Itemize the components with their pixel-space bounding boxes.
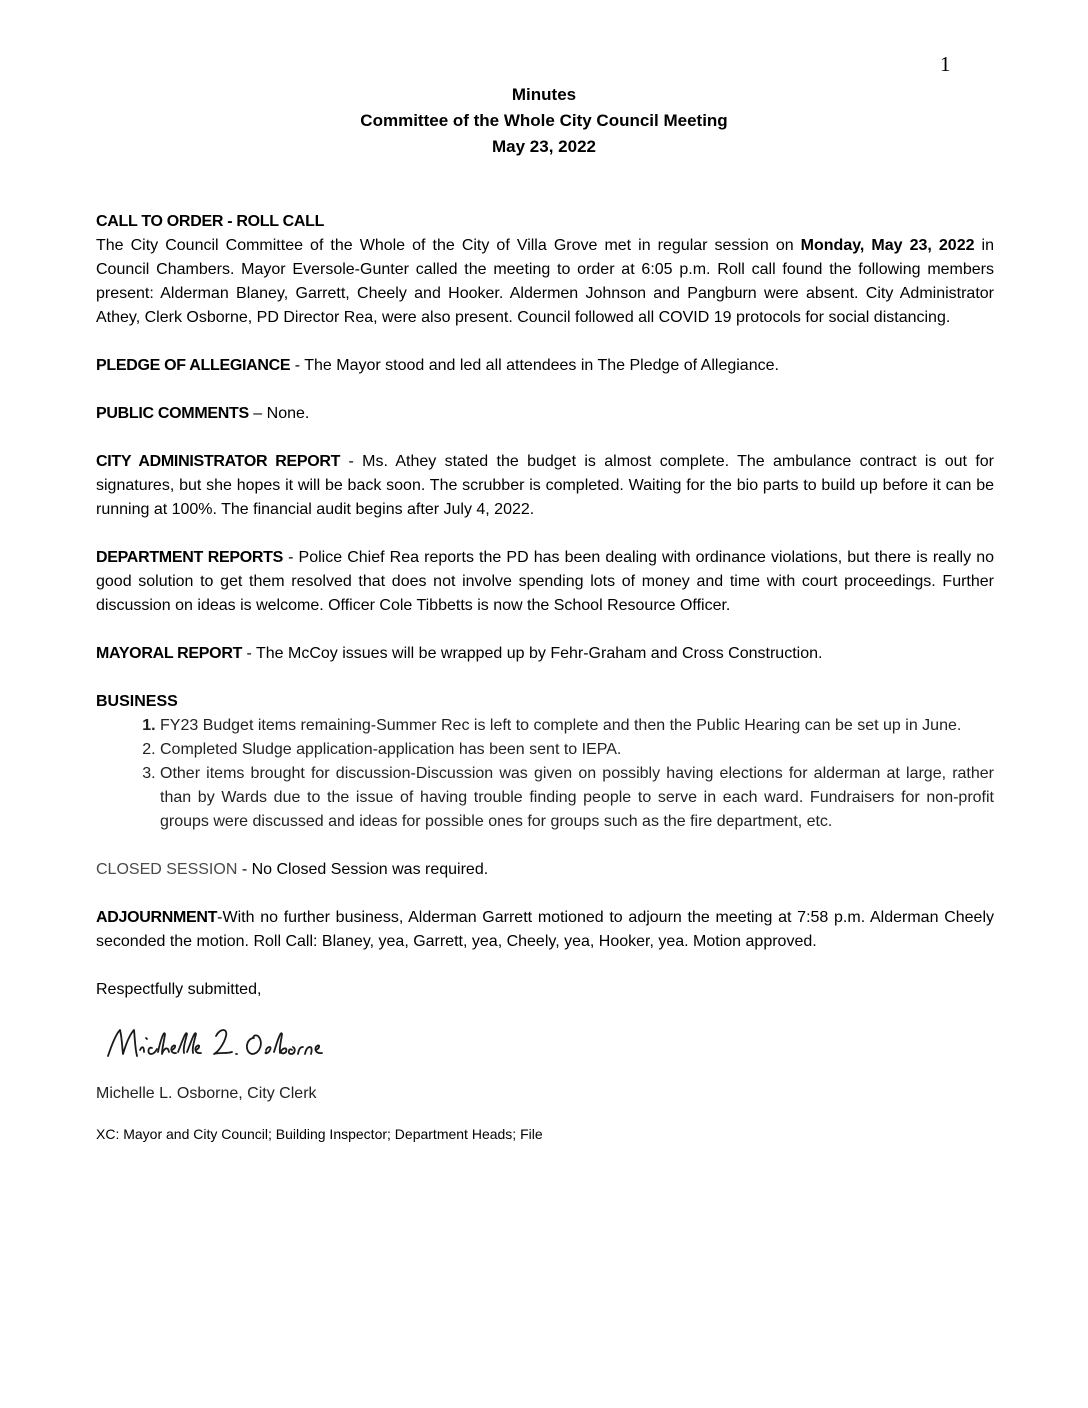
salutation: Respectfully submitted, xyxy=(96,981,262,998)
mayoral-report-section xyxy=(96,642,994,666)
carbon-copy-line: XC: Mayor and City Council; Building Inspector; Department Heads; File xyxy=(96,1126,543,1142)
call-to-order-heading: CALL TO ORDER - ROLL CALL xyxy=(96,213,325,230)
admin-report-text: - Ms. Athey stated the budget is almost complete. The ambulance contract is out for signatures, but she hopes it will be back soon. The scrubber is completed. Waiting for the bio parts to build up before it can be running at 100%. The financial audit begins after July 4, 2022. xyxy=(96,453,994,518)
adjournment-text: -With no further business, Alderman Garrett motioned to adjourn the meeting at 7:58 p.m. Alderman Cheely seconded the motion. Roll Call: Blaney, yea, Garrett, yea, Cheely, yea, Hooker, yea. Motion approved. xyxy=(96,909,994,950)
title-line-date: May 23, 2022 xyxy=(492,137,596,156)
department-reports-text: - Police Chief Rea reports the PD has been dealing with ordinance violations, but there is really no good solution to get them resolved that does not involve spending lots of money and time with court proceedings. Further discussion on ideas is welcome. Officer Cole Tibbetts is now the School Resource Officer. xyxy=(96,549,994,614)
adjournment-section xyxy=(96,906,994,954)
department-reports-section xyxy=(96,546,994,618)
department-reports-heading: DEPARTMENT REPORTS xyxy=(96,549,283,566)
page-number: 1 xyxy=(940,52,951,76)
pledge-section xyxy=(96,354,994,378)
business-item: 2. Completed Sludge application-application has been sent to IEPA. xyxy=(160,738,994,762)
pledge-text: - The Mayor stood and led all attendees in The Pledge of Allegiance. xyxy=(290,357,779,374)
handwritten-signature xyxy=(102,1016,994,1072)
admin-report-section xyxy=(96,450,994,522)
business-list xyxy=(96,714,994,834)
signer-name-title: Michelle L. Osborne, City Clerk xyxy=(96,1085,317,1102)
mayoral-report-text: - The McCoy issues will be wrapped up by Fehr-Graham and Cross Construction. xyxy=(242,645,823,662)
closed-session-heading: CLOSED SESSION xyxy=(96,861,238,878)
signature-image xyxy=(102,1016,362,1072)
meeting-date-bold: Monday, May 23, 2022 xyxy=(800,237,975,254)
admin-report-heading: CITY ADMINISTRATOR REPORT xyxy=(96,453,341,470)
document-title xyxy=(0,82,1088,160)
public-comments-section xyxy=(96,402,994,426)
call-to-order-text-b: in Council Chambers. Mayor Eversole-Gunter called the meeting to order at 6:05 p.m. Roll call found the following members present: Alderman Blaney, Garrett, Cheely and Hooker. Aldermen Johnson and Pangburn were absent. City Administrator Athey, Clerk Osborne, PD Director Rea, were also present. Council followed all COVID 19 protocols for social distancing. xyxy=(96,237,995,326)
business-item: 1. FY23 Budget items remaining-Summer Rec is left to complete and then the Public Hearing can be set up in June. xyxy=(160,714,994,738)
business-heading: BUSINESS xyxy=(96,693,178,710)
mayoral-report-heading: MAYORAL REPORT xyxy=(96,645,243,662)
public-comments-text: – None. xyxy=(248,405,310,422)
business-item: 3. Other items brought for discussion-Discussion was given on possibly having elections for alderman at large, rather than by Wards due to the issue of having trouble finding people to serve in each ward. Fundraisers for non-profit groups were discussed and ideas for possible ones for groups such as the fire department, etc. xyxy=(160,762,994,834)
pledge-heading: PLEDGE OF ALLEGIANCE xyxy=(96,357,291,374)
adjournment-heading: ADJOURNMENT xyxy=(96,909,218,926)
title-line-minutes: Minutes xyxy=(511,85,577,104)
closed-session-section xyxy=(96,858,994,882)
call-to-order-section xyxy=(96,210,994,330)
public-comments-heading: PUBLIC COMMENTS xyxy=(96,405,249,422)
title-line-meeting: Committee of the Whole City Council Meeting xyxy=(360,111,728,130)
closed-session-text: - No Closed Session was required. xyxy=(237,861,489,878)
minutes-body xyxy=(96,210,994,1146)
call-to-order-text-a: The City Council Committee of the Whole of the City of Villa Grove met in regular session on xyxy=(96,237,801,254)
